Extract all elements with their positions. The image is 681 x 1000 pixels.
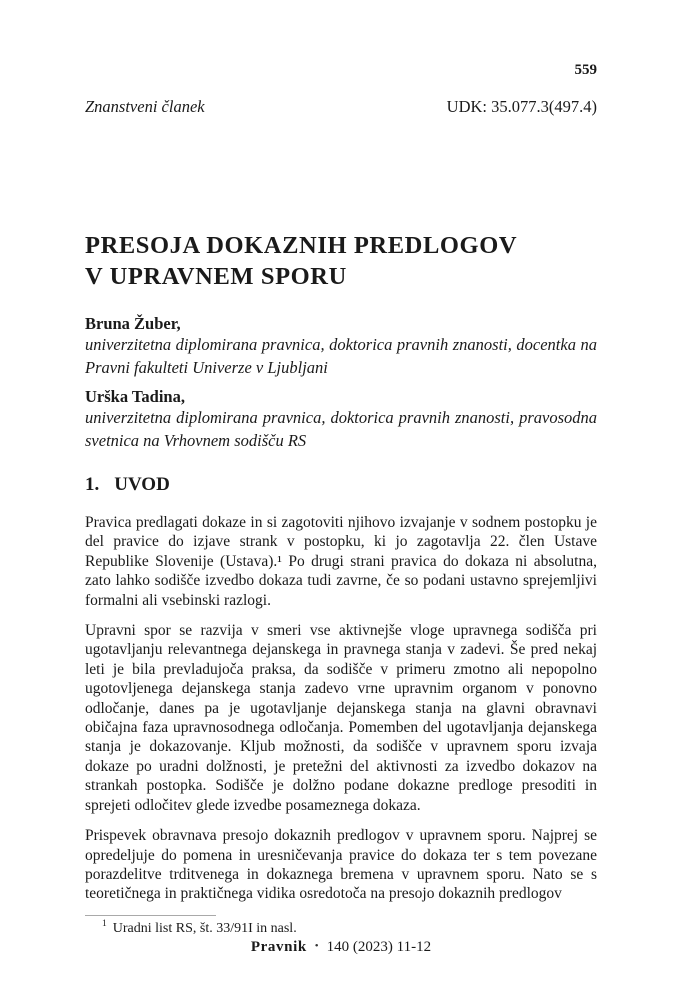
page-content	[85, 0, 597, 937]
footnote-text: Uradni list RS, št. 33/91I in nasl.	[112, 920, 297, 936]
body-paragraph: Upravni spor se razvija v smeri vse aktivnejše vloge upravnega sodišča pri ugotavljanju relevantnega dejanskega in pravnega stanja v zadevi. Še pred nekaj leti je bila prevladujoča praksa, da sodišče v primeru zmotno ali nepopolno ugotovljenega dejanskega stanja zadevo vrne upravnim organom v ponovno odločanje, danes pa je ugotavljanje dejanskega stanja na glavni obravnavi običajna faza upravnosodnega odločanja. Pomemben del ugotavljanja dejanskega stanja je dokazovanje. Kljub možnosti, da sodišče v upravnem sporu izvaja dokaze po uradni dolžnosti, je pretežni del aktivnosti za izvedbo dokazov na strankah postopka. Sodišče je dolžno podane dokazne predloge presoditi in sprejeti odločitev glede izvedbe posameznega dokaza.	[85, 622, 597, 814]
journal-footer	[85, 938, 597, 957]
footer-bullet-icon: •	[314, 940, 319, 952]
page-number: 559	[574, 62, 597, 78]
author-affiliation: univerzitetna diplomirana pravnica, doktorica pravnih znanosti, pravosodna svetnica na Vrhovnem sodišču RS	[85, 408, 597, 450]
author-entry	[85, 386, 597, 452]
article-meta-row	[85, 97, 597, 116]
body-paragraph: Pravica predlagati dokaze in si zagotoviti njihovo izvajanje v sodnem postopku je del pravice do izjave strank v postopku, ki jo zagotavlja 22. člen Ustave Republike Slovenije (Ustava).¹ Po drugi strani pravica do dokaza ni absolutna, zato lahko sodišče izvedbo dokaza tudi zavrne, če so podani ustavno sprejemljivi formalni ali vsebinski razlogi.	[85, 514, 597, 609]
footnote-separator-rule	[85, 915, 216, 916]
journal-issue-info: 140 (2023) 11-12	[326, 939, 432, 955]
udk-label: UDK: 35.077.3(497.4)	[446, 97, 597, 116]
section-number: 1.	[85, 474, 100, 495]
footnote	[85, 920, 597, 937]
journal-name: Pravnik	[250, 939, 307, 955]
author-affiliation: univerzitetna diplomirana pravnica, doktorica pravnih znanosti, docentka na Pravni fakulteti Univerze v Ljubljani	[85, 335, 597, 377]
section-heading	[85, 473, 597, 496]
footnote-marker: 1	[102, 919, 107, 930]
article-type-label: Znanstveni članek	[85, 97, 205, 116]
author-name: Urška Tadina,	[85, 387, 185, 406]
author-entry	[85, 313, 597, 379]
article-title	[85, 230, 597, 292]
article-title-line-1: PRESOJA DOKAZNIH PREDLOGOV	[85, 232, 518, 259]
authors-block	[85, 313, 597, 452]
article-title-line-2: V UPRAVNEM SPORU	[85, 263, 347, 290]
body-paragraph: Prispevek obravnava presojo dokaznih predlogov v upravnem sporu. Najprej se opredeljuje do pomena in uresničevanja pravice do dokaza ter s tem povezane porazdelitve trditvenega in dokaznega bremena v upravnem sporu. Nato se s teoretičnega in praktičnega vidika osredotoča na presojo dokaznih predlogov	[85, 827, 597, 903]
author-name: Bruna Žuber,	[85, 314, 181, 333]
section-title: UVOD	[114, 474, 170, 495]
article-body	[85, 513, 597, 904]
